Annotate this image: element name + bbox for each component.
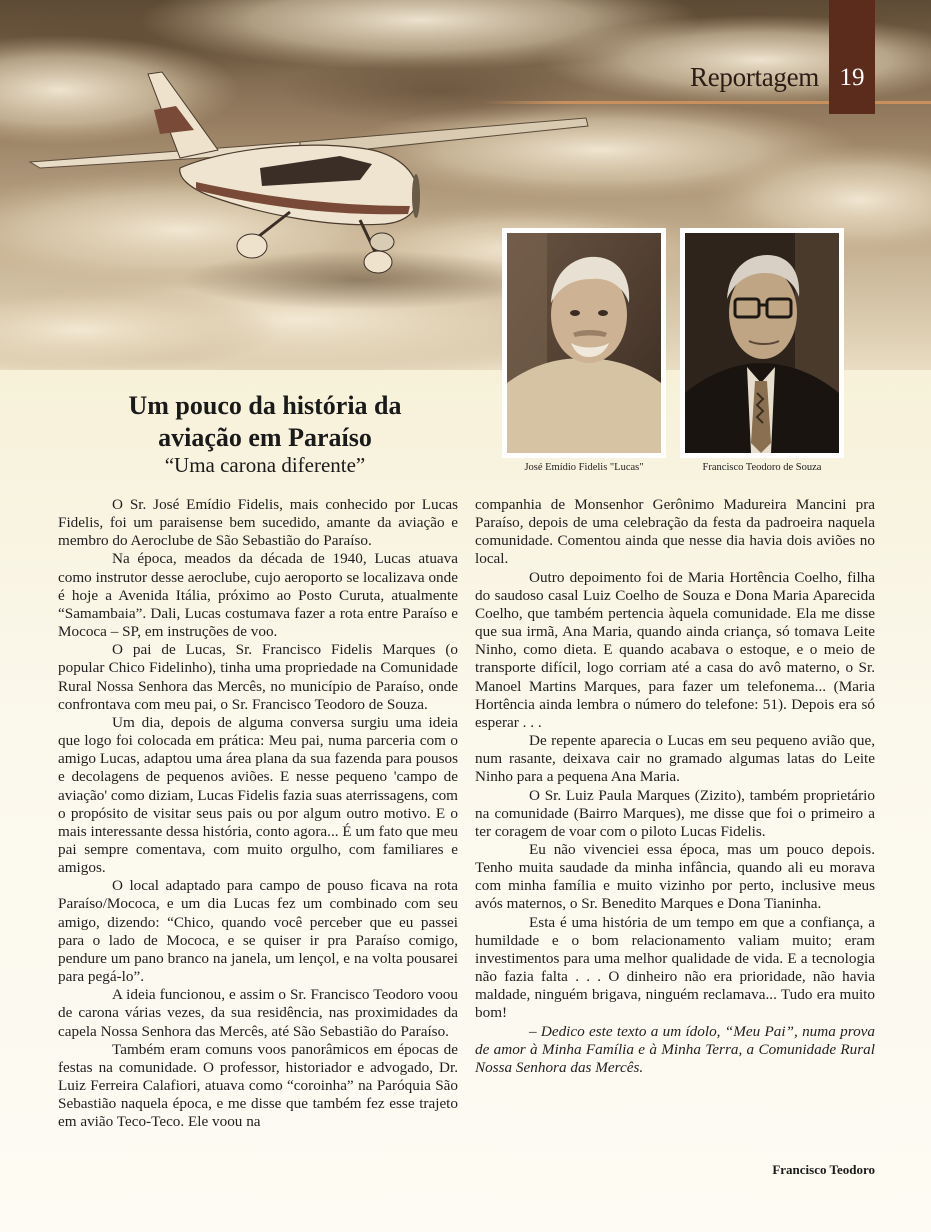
- paragraph: De repente aparecia o Lucas em seu pequeno avião que, num rasante, deixava cair no gramado algumas latas do Leite Ninho para a pequena Ana Maria.: [475, 732, 875, 786]
- paragraph: Um dia, depois de alguma conversa surgiu uma ideia que logo foi colocada em prática: Meu pai, numa parceria com o amigo Lucas, adaptou uma área plana da sua fazenda para pousos e decolagens de pequenos aviões. E nesse pequeno 'campo de aviação' como diziam, Lucas Fidelis fazia suas aterrissagens, com o propósito de visitar seus pais ou por algum outro motivo. E o mais interessante dessa história, conto agora... É um fato que meu pai sempre comentava, com muito orgulho, com familiares e amigos.: [58, 713, 458, 877]
- paragraph: Também eram comuns voos panorâmicos em épocas de festas na comunidade. O professor, historiador e advogado, Dr. Luiz Ferreira Calafiori, atuava como “coroinha” na Paróquia São Sebastião naquela época, e me disse que também fez esse trajeto em avião Teco-Teco. Ele voou na: [58, 1040, 458, 1131]
- article-title-line2: aviação em Paraíso: [158, 423, 372, 452]
- paragraph: Outro depoimento foi de Maria Hortência Coelho, filha do saudoso casal Luiz Coelho de Souza e Dona Maria Aparecida Coelho, que também pertencia àquela comunidade. Ela me disse que sua irmã, Ana Maria, quando ainda criança, só tomava Leite Ninho, como dieta. E quando acabava o estoque, e o meio de transporte difícil, logo corriam até a casa do avô materno, o Sr. Manoel Martins Marques, para fazer um telefonema... (Maria Hortência ainda lembra o número do telefone: 51). Depois era só esperar . . .: [475, 568, 875, 731]
- article-title: [62, 390, 468, 454]
- paragraph: O local adaptado para campo de pouso ficava na rota Paraíso/Mococa, e um dia Lucas fez um combinado com seu amigo, dizendo: “Chico, quando você perceber que eu passei para o lado de Mococa, e se quiser ir pra Paraíso comigo, pendure um pano branco na janela, um lençol, e na volta pousarei para pegá-lo”.: [58, 877, 458, 986]
- page-number-box: [829, 0, 875, 114]
- paragraph: O Sr. Luiz Paula Marques (Zizito), também proprietário na comunidade (Bairro Marques), me disse que foi o primeiro a ter coragem de voar com o piloto Lucas Fidelis.: [475, 786, 875, 840]
- photo-francisco-teodoro: [680, 228, 844, 458]
- photo-caption-lucas: José Emídio Fidelis "Lucas": [524, 462, 644, 473]
- photo-jose-emidio-fidelis: [502, 228, 666, 458]
- article-title-line1: Um pouco da história da: [128, 391, 402, 420]
- photo-caption-francisco: Francisco Teodoro de Souza: [702, 462, 822, 473]
- paragraph: O Sr. José Emídio Fidelis, mais conhecido por Lucas Fidelis, foi um paraisense bem sucedido, amante da aviação e membro do Aeroclube de São Sebastião do Paraíso.: [58, 496, 458, 550]
- paragraph: Esta é uma história de um tempo em que a confiança, a humildade e o bom relacionamento valiam muito; eram investimentos para uma melhor qualidade de vida. E a tecnologia não fazia falta . . . O dinheiro não era prioridade, não havia maldade, ninguém brigava, ninguém reclamava... Tudo era muito bom!: [475, 913, 875, 1022]
- paragraph: companhia de Monsenhor Gerônimo Madureira Mancini pra Paraíso, depois de uma celebração da festa da padroeira naquela comunidade. Comentou ainda que nesse dia havia dois aviões no local.: [475, 496, 875, 568]
- paragraph: Eu não vivenciei essa época, mas um pouco depois. Tenho muita saudade da minha infância, quando ali eu morava com minha família e muito vizinho por perto, inclusive meus avós maternos, o Sr. Benedito Marques e Dona Tianinha.: [475, 840, 875, 913]
- portrait-image: [507, 233, 661, 453]
- paragraph: Na época, meados da década de 1940, Lucas atuava como instrutor desse aeroclube, cujo aeroporto se localizava onde é hoje a Avenida Itália, próximo ao Posto Curuta, atualmente “Samambaia”. Dali, Lucas costumava fazer a rota entre Paraíso e Mococa – SP, em instruções de voo.: [58, 550, 458, 641]
- paragraph: O pai de Lucas, Sr. Francisco Fidelis Marques (o popular Chico Fidelinho), tinha uma propriedade na Comunidade Rural Nossa Senhora das Mercês, no município de Paraíso, onde confrontava com meu pai, o Sr. Francisco Teodoro de Souza.: [58, 641, 458, 713]
- section-title: Reportagem: [690, 62, 819, 92]
- article-subtitle: “Uma carona diferente”: [164, 453, 366, 477]
- article-column-left: [58, 496, 458, 1131]
- dedication: – Dedico este texto a um ídolo, “Meu Pai”, numa prova de amor à Minha Família e à Minha Terra, a Comunidade Rural Nossa Senhora das Mercês.: [475, 1022, 875, 1076]
- author-signature: Francisco Teodoro: [772, 1162, 875, 1177]
- portrait-image: [685, 233, 839, 453]
- paragraph: A ideia funcionou, e assim o Sr. Francisco Teodoro voou de carona várias vezes, da sua residência, nas proximidades da capela Nossa Senhora das Mercês, até São Sebastião do Paraíso.: [58, 986, 458, 1040]
- page-number: 19: [839, 64, 865, 91]
- article-column-right: [475, 496, 875, 1077]
